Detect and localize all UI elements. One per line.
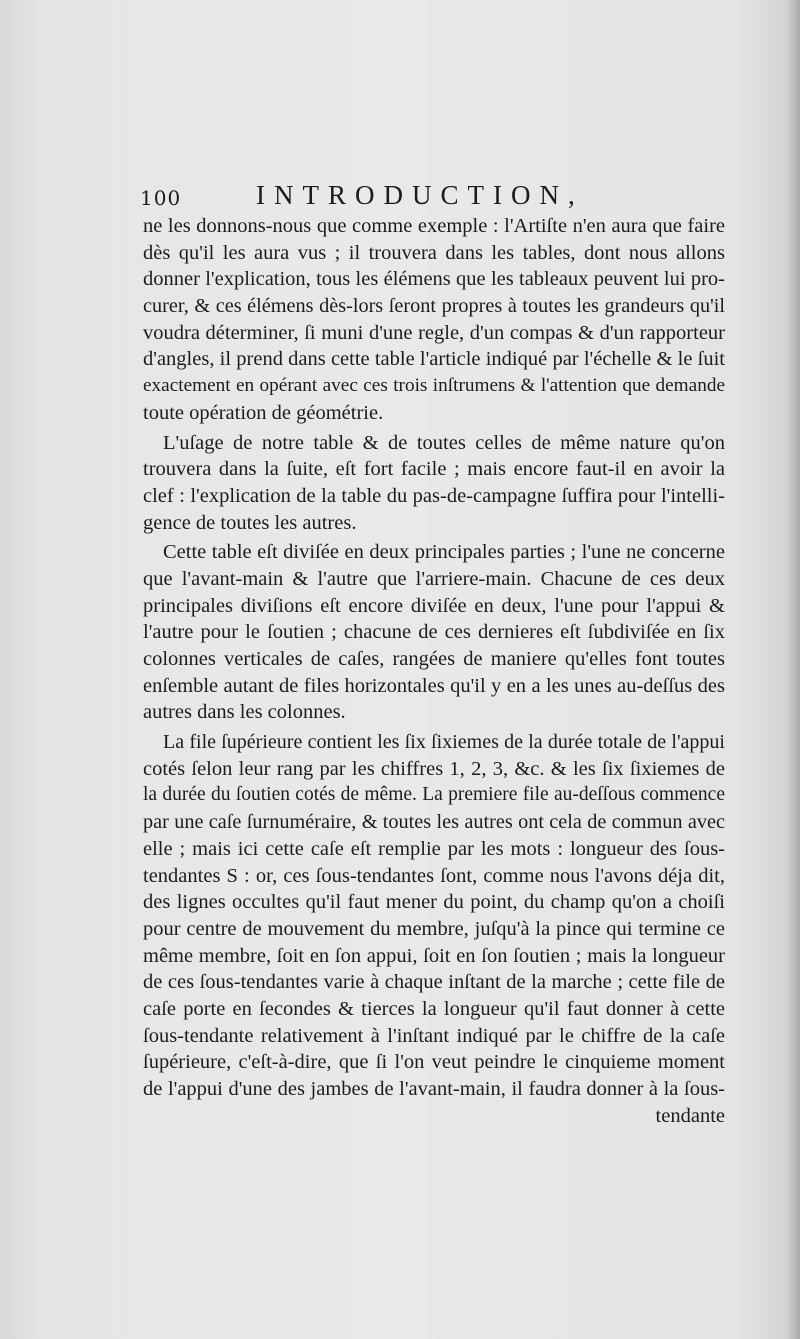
text-line: gence de toutes les autres. [143,511,357,534]
paragraph-1 [143,213,725,427]
text-line: autres dans les colonnes. [143,701,346,724]
body-text [143,213,725,1129]
text-line: elle ; mais ici cette caſe eſt remplie par les mots : longueur des ſous- [143,837,725,860]
paragraph-2 [143,430,725,537]
text-line: l'autre pour le ſoutien ; chacune de ces dernieres eſt ſubdiviſée en ſix [143,621,725,644]
text-line: caſe porte en ſecondes & tierces la longueur qu'il faut donner à cette [143,997,725,1020]
text-line: ſupérieure, c'eſt-à-dire, que ſi l'on veut peindre le cinquieme moment [143,1051,725,1074]
text-line: principales diviſions eſt encore diviſée en deux, l'une pour l'appui & [143,594,725,617]
text-line: la durée du ſoutien cotés de même. La premiere file au-deſſous commence [143,784,725,806]
catchword: tendante [655,1104,725,1127]
text-line: de ces ſous-tendantes varie à chaque inſtant de la marche ; cette file de [143,971,725,994]
text-line: d'angles, il prend dans cette table l'article indiqué par l'échelle & le ſuit [143,348,725,371]
text-line: voudra déterminer, ſi muni d'une regle, d'un compas & d'un rapporteur [143,321,725,344]
text-line: tendantes S : or, ces ſous-tendantes ſont, comme nous l'avons déja dit, [143,864,725,887]
text-line: même membre, ſoit en ſon appui, ſoit en ſon ſoutien ; mais la longueur [143,944,725,967]
paragraph-3 [143,539,725,726]
text-line: donner l'explication, tous les élémens que les tableaux peuvent lui pro- [143,268,725,291]
text-line: enſemble autant de files horizontales qu'il y en a les unes au-deſſus des [143,674,725,697]
page-header [140,180,720,216]
text-line: curer, & ces élémens dès-lors ſeront propres à toutes les grandeurs qu'il [143,295,725,318]
text-line: La file ſupérieure contient les ſix ſixiemes de la durée totale de l'appui [163,731,725,754]
text-line: toute opération de géométrie. [143,401,384,424]
page-edge-shadow [786,0,800,1339]
text-line: Cette table eſt diviſée en deux principales parties ; l'une ne concerne [163,541,725,564]
text-line: que l'avant-main & l'autre que l'arriere-main. Chacune de ces deux [143,567,725,590]
text-line: par une caſe ſurnuméraire, & toutes les autres ont cela de commun avec [143,811,725,834]
text-line: L'uſage de notre table & de toutes celles de même nature qu'on [163,431,725,454]
running-title: INTRODUCTION, [256,180,584,210]
text-line: ſous-tendante relativement à l'inſtant indiqué par le chiffre de la caſe [143,1024,725,1047]
text-line: des lignes occultes qu'il faut mener du point, du champ qu'on a choiſi [143,891,725,914]
text-line: colonnes verticales de caſes, rangées de maniere qu'elles font toutes [143,648,725,670]
text-line: clef : l'explication de la table du pas-de-campagne ſuffira pour l'intelli- [143,484,725,507]
text-line: dès qu'il les aura vus ; il trouvera dans les tables, dont nous allons [143,241,725,264]
text-line: trouvera dans la ſuite, eſt fort facile ; mais encore faut-il en avoir la [143,458,725,481]
paragraph-4 [143,729,725,1103]
text-line: ne les donnons-nous que comme exemple : l'Artiſte n'en aura que faire [143,215,725,237]
text-line: cotés ſelon leur rang par les chiffres 1, 2, 3, &c. & les ſix ſixiemes de [143,757,725,780]
page-number: 100 [140,186,182,210]
text-line: de l'appui d'une des jambes de l'avant-main, il faudra donner à la ſous- [143,1078,725,1100]
text-line: exactement en opérant avec ces trois inſtrumens & l'attention que demande [143,375,725,397]
text-line: pour centre de mouvement du membre, juſqu'à la pince qui termine ce [143,917,725,940]
